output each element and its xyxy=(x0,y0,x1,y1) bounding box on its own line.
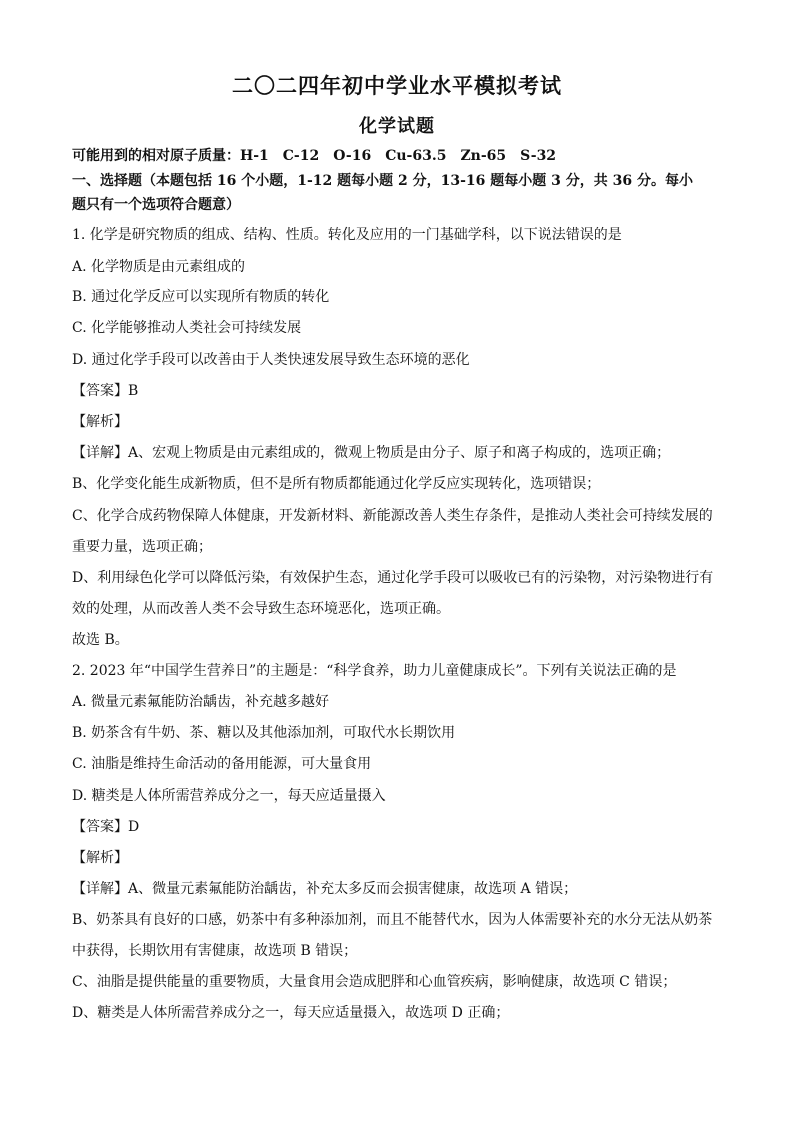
question-1-option-b: B. 通过化学反应可以实现所有物质的转化 xyxy=(72,289,330,305)
question-1-detail-3b: 重要力量，选项正确； xyxy=(72,539,212,555)
question-1-detail-4a: D、利用绿色化学可以降低污染，有效保护生态，通过化学手段可以吸收已有的污染物，对污染物进行有 xyxy=(72,570,714,586)
question-2-stem: 2. 2023 年“中国学生营养日”的主题是：“科学食养，助力儿童健康成长”。下列有关说法正确的是 xyxy=(72,663,677,679)
section-heading-line-1: 一、选择题（本题包括 16 个小题，1-12 题每小题 2 分，13-16 题每小题 3 分，共 36 分。每小 xyxy=(72,173,693,189)
question-2-analysis-label: 【解析】 xyxy=(72,850,128,866)
question-1-detail-3a: C、化学合成药物保障人体健康，开发新材料、新能源改善人类生存条件，是推动人类社会可持续发展的 xyxy=(72,508,713,524)
question-2-detail-4: D、糖类是人体所需营养成分之一，每天应适量摄入，故选项 D 正确； xyxy=(72,1005,510,1021)
document-subtitle: 化学试题 xyxy=(359,116,435,137)
question-2-detail-3: C、油脂是提供能量的重要物质，大量食用会造成肥胖和心血管疾病，影响健康，故选项 C 错误； xyxy=(72,974,677,990)
question-1-option-a: A. 化学物质是由元素组成的 xyxy=(72,259,246,275)
question-1-conclusion: 故选 B。 xyxy=(72,632,129,648)
question-2-detail-2b: 中获得，长期饮用有害健康，故选项 B 错误； xyxy=(72,943,358,959)
question-1-detail-2: B、化学变化能生成新物质，但不是所有物质都能通过化学反应实现转化，选项错误； xyxy=(72,476,601,492)
question-2-answer: 【答案】D xyxy=(72,819,140,835)
question-1-answer: 【答案】B xyxy=(72,383,139,399)
question-2-option-c: C. 油脂是维持生命活动的备用能源，可大量食用 xyxy=(72,756,372,772)
question-2-detail-2a: B、奶茶具有良好的口感，奶茶中有多种添加剂，而且不能替代水，因为人体需要补充的水分无法从奶茶 xyxy=(72,912,713,928)
question-1-stem: 1. 化学是研究物质的组成、结构、性质。转化及应用的一门基础学科，以下说法错误的是 xyxy=(72,227,622,243)
question-1-option-c: C. 化学能够推动人类社会可持续发展 xyxy=(72,320,302,336)
question-1-analysis-label: 【解析】 xyxy=(72,414,128,430)
question-2-option-b: B. 奶茶含有牛奶、茶、糖以及其他添加剂，可取代水长期饮用 xyxy=(72,725,456,741)
question-2-option-d: D. 糖类是人体所需营养成分之一，每天应适量摄入 xyxy=(72,788,386,804)
question-1-detail-4b: 效的处理，从而改善人类不会导致生态环境恶化，选项正确。 xyxy=(72,601,450,617)
atomic-mass-line: 可能用到的相对原子质量：H-1 C-12 O-16 Cu-63.5 Zn-65 S-32 xyxy=(72,148,557,164)
question-2-detail-1: 【详解】A、微量元素氟能防治龋齿，补充太多反而会损害健康，故选项 A 错误； xyxy=(72,881,578,897)
section-heading-line-2: 题只有一个选项符合题意） xyxy=(72,197,240,213)
question-1-option-d: D. 通过化学手段可以改善由于人类快速发展导致生态环境的恶化 xyxy=(72,352,470,368)
question-1-detail-1: 【详解】A、宏观上物质是由元素组成的，微观上物质是由分子、原子和离子构成的，选项正确； xyxy=(72,445,671,461)
question-2-option-a: A. 微量元素氟能防治龋齿，补充越多越好 xyxy=(72,694,330,710)
document-title: 二〇二四年初中学业水平模拟考试 xyxy=(232,73,562,98)
